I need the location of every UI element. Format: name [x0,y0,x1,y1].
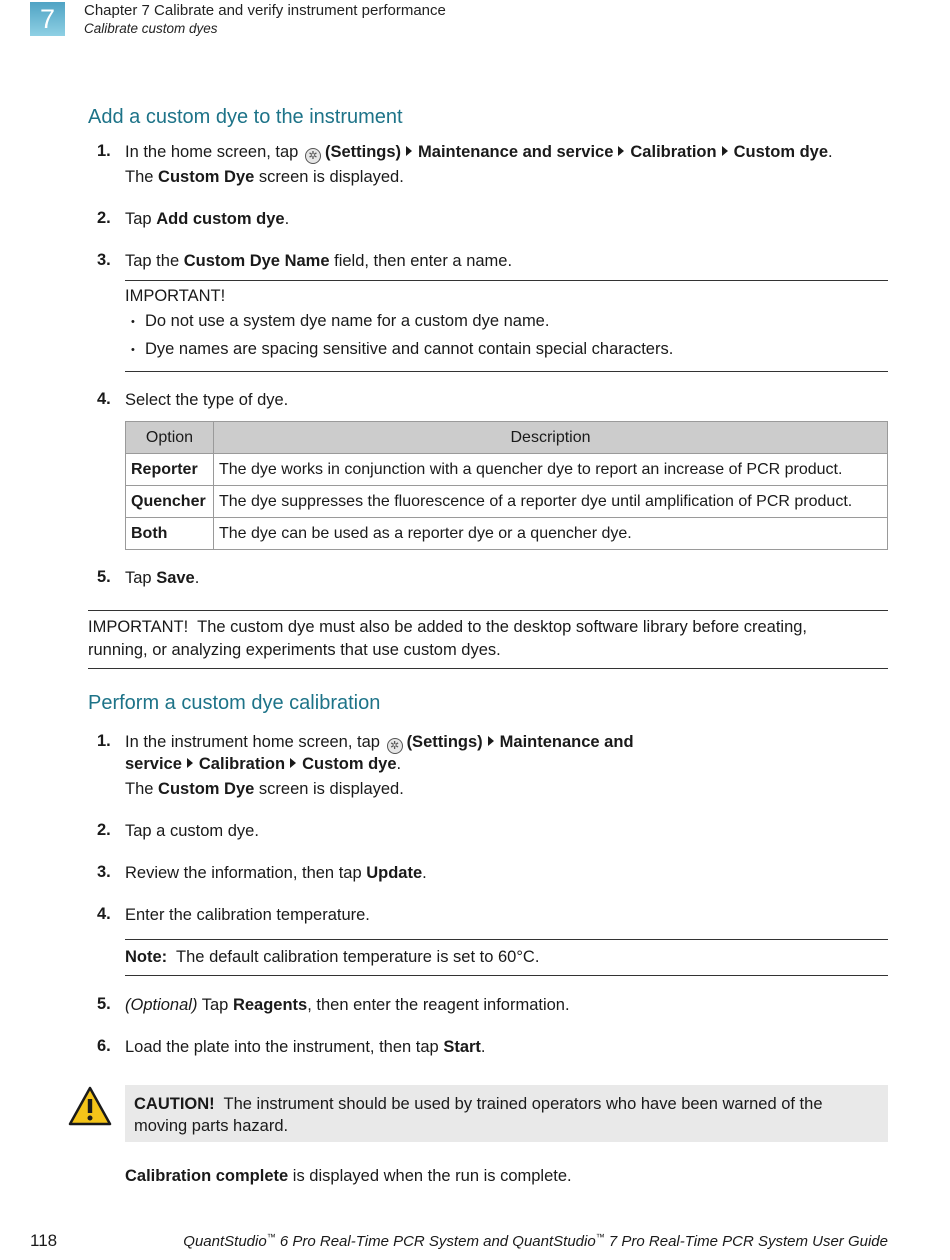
ui-term: Start [443,1038,481,1056]
ui-term: Save [156,569,195,587]
punct: . [828,143,833,161]
section-title-add-custom-dye: Add a custom dye to the instrument [88,106,403,128]
step-text [125,250,512,272]
important-item: Dye names are spacing sensitive and cannot contain special characters. [145,340,674,358]
table-cell-description: The dye works in conjunction with a quencher dye to report an increase of PCR product. [214,454,888,486]
step-text: Select the type of dye. [125,391,289,409]
path-arrow-icon [187,758,193,768]
important2-rule-top [88,610,888,611]
note-rule-bottom [125,975,888,976]
step-number: 3. [97,863,111,881]
table-cell-option: Reporter [126,454,214,486]
important-item: Do not use a system dye name for a custom dye name. [145,312,550,330]
caution-label: CAUTION! [134,1095,215,1113]
text: Tap [125,210,152,228]
path-maintenance: Maintenance and [499,733,634,751]
step-number: 1. [97,142,111,160]
step-text: Tap a custom dye. [125,822,259,840]
step-text [125,1036,486,1058]
screen-name: Custom Dye [158,780,255,798]
page-number: 118 [30,1231,58,1250]
path-custom-dye: Custom dye [302,755,397,773]
running-header-chapter [84,2,446,19]
ui-term: Update [366,864,423,882]
important-label: IMPORTANT! [125,287,226,305]
note-text: The default calibration temperature is set to 60°C. [176,948,540,966]
optional-tag: (Optional) [125,996,198,1014]
step-text [125,208,289,230]
bullet-icon: • [131,344,135,356]
step-number: 6. [97,1037,111,1055]
caution-line1 [134,1093,823,1115]
warning-triangle-icon [68,1086,112,1126]
chapter-label: Chapter 7 [84,2,150,19]
text: The [125,168,154,186]
text: 7 Pro Real-Time PCR System User Guide [608,1233,888,1250]
text: QuantStudio [183,1233,267,1250]
section-title-perform-calibration: Perform a custom dye calibration [88,692,381,714]
table-cell-option: Both [126,518,214,550]
text: 6 Pro Real-Time PCR System and QuantStudio [279,1233,596,1250]
table-row [126,454,888,486]
table-header-description: Description [214,422,888,454]
text: screen is displayed. [258,168,404,186]
punct: . [480,1038,486,1056]
punct: . [396,755,402,773]
text: Tap [201,996,229,1014]
text: field, then enter a name. [334,252,513,270]
text: , then enter the reagent information. [307,996,570,1014]
important-rule-top [125,280,888,281]
punct: . [194,569,200,587]
chapter-number-badge: 7 [30,2,65,36]
table-header-option: Option [126,422,214,454]
table-row [126,518,888,550]
ui-term: Reagents [232,996,308,1014]
table-cell-description: The dye can be used as a reporter dye or a quencher dye. [214,518,888,550]
caution-line2: moving parts hazard. [134,1117,289,1135]
path-maintenance: Maintenance and service [418,143,614,161]
path-arrow-icon [290,758,296,768]
text: In the instrument home screen, tap [125,733,380,751]
text: screen is displayed. [258,780,404,798]
important2-label: IMPORTANT! [88,618,189,636]
settings-gear-icon: ✲ [305,148,321,164]
table-cell-description: The dye suppresses the fluorescence of a reporter dye until amplification of PCR product. [214,486,888,518]
dye-type-table [125,421,888,550]
path-arrow-icon [488,736,494,746]
step-text [125,731,634,754]
important2-line1 [88,616,807,638]
step-number: 2. [97,821,111,839]
punct: . [422,864,427,882]
running-header-section: Calibrate custom dyes [84,21,218,36]
table-row [126,486,888,518]
note-rule-top [125,939,888,940]
step-number: 4. [97,905,111,923]
path-calibration: Calibration [630,143,717,161]
final-statement [125,1165,572,1187]
step-number: 3. [97,251,111,269]
important2-line2: running, or analyzing experiments that use custom dyes. [88,641,501,659]
step-number: 1. [97,732,111,750]
important-rule-bottom [125,371,888,372]
trademark: ™ [595,1232,605,1242]
text: The [125,780,154,798]
settings-label: (Settings) [324,143,402,161]
path-calibration: Calibration [198,755,286,773]
path-maintenance-cont: service [125,755,182,773]
status-term: Calibration complete [125,1167,289,1185]
ui-term: Add custom dye [156,210,285,228]
step-number: 5. [97,995,111,1013]
settings-gear-icon: ✲ [387,738,403,754]
chapter-title: Calibrate and verify instrument performance [154,2,446,19]
text: The custom dye must also be added to the desktop software library before creating, [197,618,808,636]
note [125,946,539,968]
bullet-icon: • [131,316,135,328]
step-number: 5. [97,568,111,586]
punct: . [284,210,290,228]
screen-name: Custom Dye [158,168,255,186]
footer-guide-title [183,1232,888,1250]
table-header-row [126,422,888,454]
path-arrow-icon [618,146,624,156]
table-cell-option: Quencher [126,486,214,518]
path-arrow-icon [406,146,412,156]
path-arrow-icon [722,146,728,156]
text: Tap [125,569,152,587]
ui-term: Custom Dye Name [183,252,330,270]
step-text-part: In the home screen, tap [125,143,299,161]
step-number: 2. [97,209,111,227]
step-number: 4. [97,390,111,408]
step-result [125,166,404,188]
step-text [125,862,427,884]
text: The instrument should be used by trained operators who have been warned of the [223,1095,823,1113]
step-text [125,567,199,589]
text: is displayed when the run is complete. [292,1167,572,1185]
text: Review the information, then tap [125,864,362,882]
step-text: Enter the calibration temperature. [125,906,370,924]
settings-label: (Settings) [406,733,483,751]
note-label: Note: [125,948,168,966]
trademark: ™ [266,1232,276,1242]
step-result [125,778,404,800]
step-text [125,141,833,164]
step-text [125,994,570,1016]
step-text-cont [125,753,401,775]
text: Tap the [125,252,180,270]
path-custom-dye: Custom dye [733,143,829,161]
important2-rule-bottom [88,668,888,669]
text: Load the plate into the instrument, then tap [125,1038,439,1056]
